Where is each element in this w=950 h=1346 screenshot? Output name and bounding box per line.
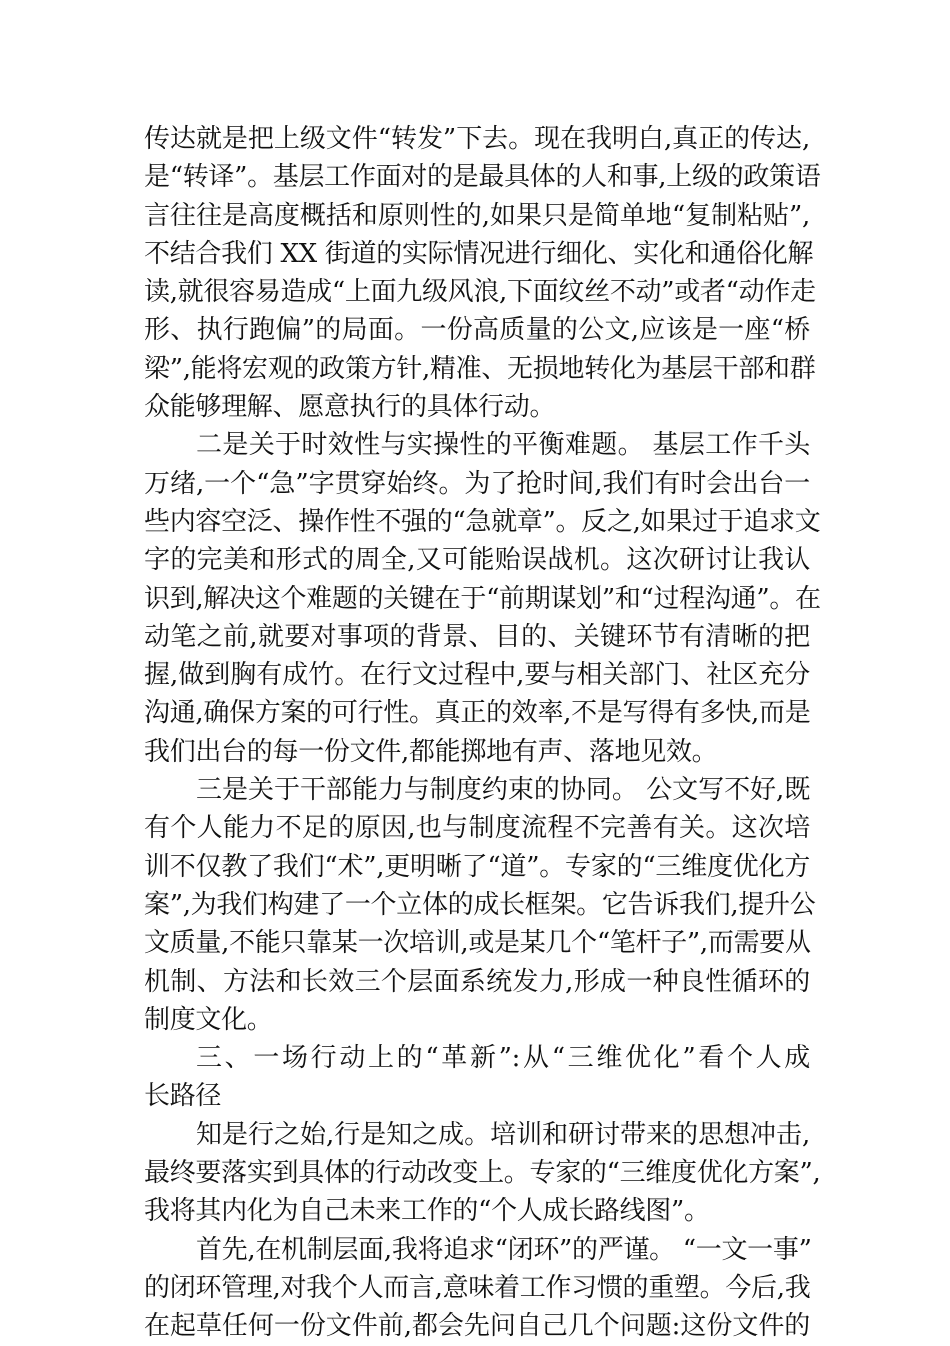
text-line: 传达就是把上级文件“转发”下去。现在我明白,真正的传达, (144, 124, 810, 154)
text-line: 训不仅教了我们“术”,更明晰了“道”。专家的“三维度优化方 (144, 851, 810, 882)
text-line: 读,就很容易造成“上面九级风浪,下面纹丝不动”或者“动作走 (144, 277, 816, 308)
text-line: 梁”,能将宏观的政策方针,精准、无损地转化为基层干部和群 (144, 353, 816, 384)
text-line: 有个人能力不足的原因,也与制度流程不完善有关。这次培 (144, 813, 810, 844)
paragraph-first-line: 三是关于干部能力与制度约束的协同。 公文写不好,既 (196, 775, 810, 806)
text-line: 众能够理解、愿意执行的具体行动。 (144, 392, 556, 423)
text-line: 不结合我们 XX 街道的实际情况进行细化、实化和通俗化解 (144, 238, 814, 269)
document-body (144, 120, 821, 1346)
text-line: 握,做到胸有成竹。在行文过程中,要与相关部门、社区充分 (144, 660, 810, 691)
text-line: 是“转译”。基层工作面对的是最具体的人和事,上级的政策语 (144, 162, 821, 193)
text-line: 动笔之前,就要对事项的背景、目的、关键环节有清晰的把 (144, 621, 810, 652)
paragraph-first-line: 知是行之始,行是知之成。培训和研讨带来的思想冲击, (196, 1119, 810, 1150)
text-line: 机制、方法和长效三个层面系统发力,形成一种良性循环的 (144, 966, 810, 997)
text-line: 我们出台的每一份文件,都能掷地有声、落地见效。 (144, 736, 718, 767)
text-line: 的闭环管理,对我个人而言,意味着工作习惯的重塑。今后,我 (144, 1272, 811, 1303)
paragraph-first-line: 首先,在机制层面,我将追求“闭环”的严谨。 “一文一事” (196, 1234, 812, 1265)
text-line: 沟通,确保方案的可行性。真正的效率,不是写得有多快,而是 (144, 698, 811, 729)
text-line: 在起草任何一份文件前,都会先问自己几个问题:这份文件的 (144, 1311, 810, 1342)
text-line: 文质量,不能只靠某一次培训,或是某几个“笔杆子”,而需要从 (144, 928, 811, 959)
text-line: 我将其内化为自己未来工作的“个人成长路线图”。 (144, 1196, 710, 1227)
text-line: 最终要落实到具体的行动改变上。专家的“三维度优化方案”, (144, 1158, 821, 1189)
section-heading-continuation: 长路径 (144, 1081, 222, 1112)
text-line: 制度文化。 (144, 1004, 273, 1035)
text-line: 万绪,一个“急”字贯穿始终。为了抢时间,我们有时会出台一 (144, 468, 810, 499)
text-line: 识到,解决这个难题的关键在于“前期谋划”和“过程沟通”。在 (144, 583, 821, 614)
section-heading: 三、一场行动上的“革新”:从“三维优化”看个人成 (196, 1043, 810, 1074)
paragraph-first-line: 二是关于时效性与实操性的平衡难题。 基层工作千头 (196, 430, 810, 461)
text-line: 形、执行跑偏”的局面。一份高质量的公文,应该是一座“桥 (144, 315, 810, 346)
text-line: 些内容空泛、操作性不强的“急就章”。反之,如果过于追求文 (144, 506, 821, 537)
text-line: 字的完美和形式的周全,又可能贻误战机。这次研讨让我认 (144, 545, 810, 576)
text-line: 案”,为我们构建了一个立体的成长框架。它告诉我们,提升公 (144, 889, 816, 920)
text-line: 言往往是高度概括和原则性的,如果只是简单地“复制粘贴”, (144, 200, 810, 231)
